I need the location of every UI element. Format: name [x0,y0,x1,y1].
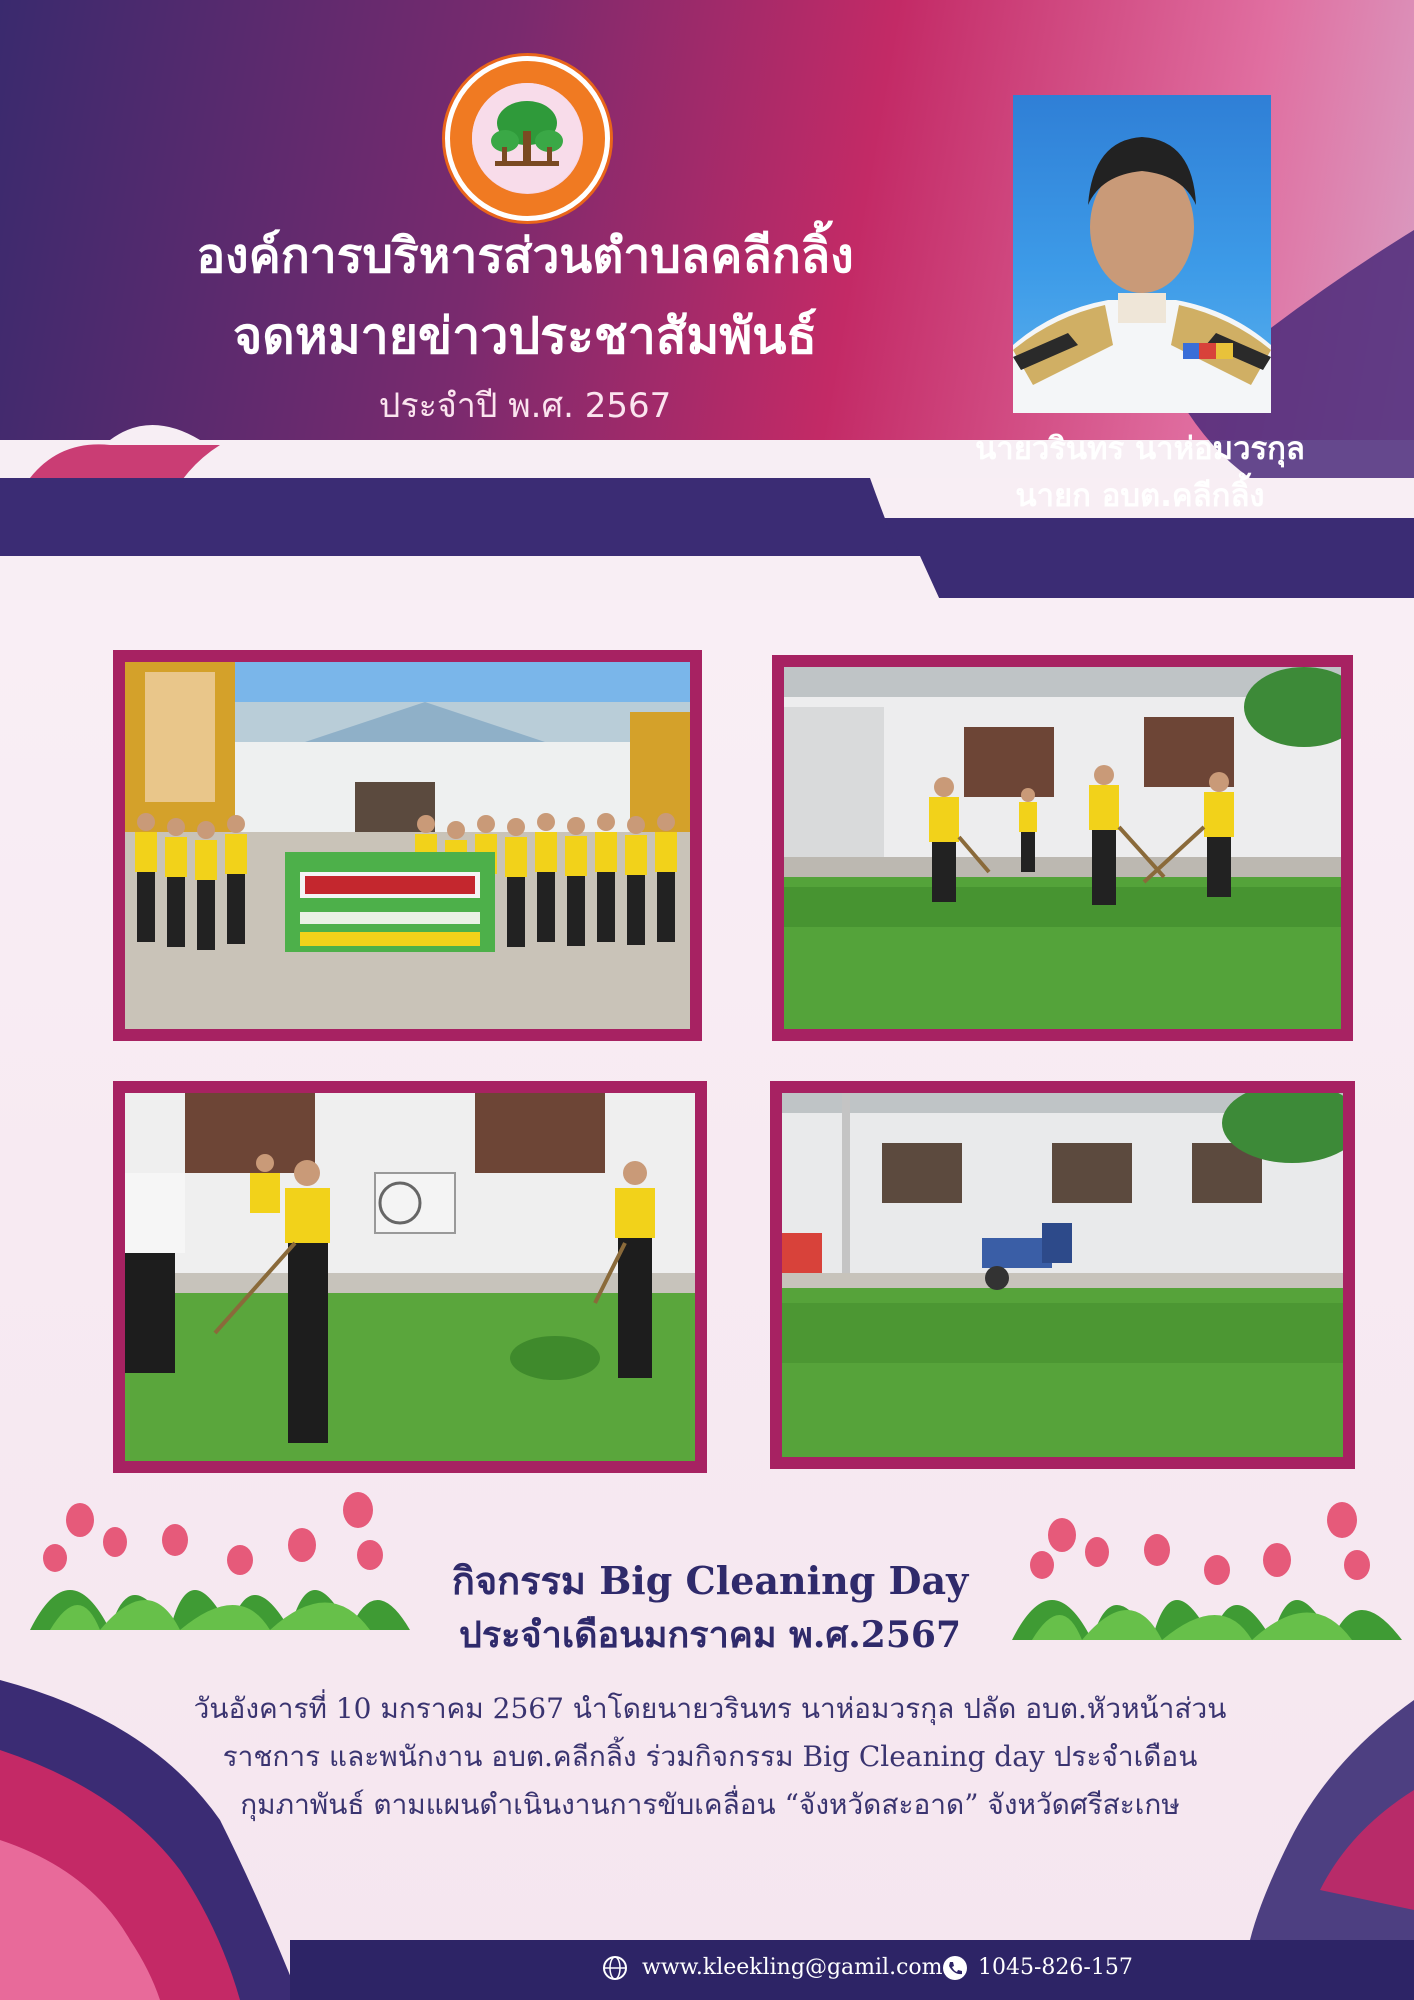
globe-icon [602,1955,628,1981]
activity-subtitle: ประจำเดือนมกราคม พ.ศ.2567 [458,1614,961,1656]
activity-photo-group [113,650,702,1041]
executive-portrait [1013,95,1271,413]
executive-position: นายก อบต.คลีกลิ้ง [1015,478,1265,514]
activity-title: กิจกรรม Big Cleaning Day [451,1558,969,1603]
description-line: วันอังคารที่ 10 มกราคม 2567 นำโดยนายวรินทร นาห่อมวรกุล ปลัด อบต.หัวหน้าส่วน [193,1692,1227,1725]
executive-name: นายวรินทร นาห่อมวรกุล [975,431,1305,467]
year-line: ประจำปี พ.ศ. 2567 [378,386,672,426]
activity-photo-wheelbarrow [770,1081,1355,1469]
newsletter-title: จดหมายข่าวประชาสัมพันธ์ [233,307,817,365]
organization-logo [445,56,610,221]
phone-icon [942,1955,968,1981]
phone-number[interactable]: 1045-826-157 [978,1955,1133,1980]
description-line: ราชการ และพนักงาน อบต.คลีกลิ้ง ร่วมกิจกรรม Big Cleaning day ประจำเดือน [222,1740,1198,1773]
description-line: กุมภาพันธ์ ตามแผนดำเนินงานการขับเคลื่อน “จังหวัดสะอาด” จังหวัดศรีสะเกษ [240,1788,1180,1821]
activity-photo-raking-1 [772,655,1353,1041]
website-text[interactable]: www.kleekling@gamil.com [642,1955,943,1980]
tulip-decoration-left [30,1490,420,1630]
activity-photo-raking-2 [113,1081,707,1473]
organization-name: องค์การบริหารส่วนตำบลคลีกลิ้ง [196,228,854,284]
tulip-decoration-right [1012,1490,1402,1640]
